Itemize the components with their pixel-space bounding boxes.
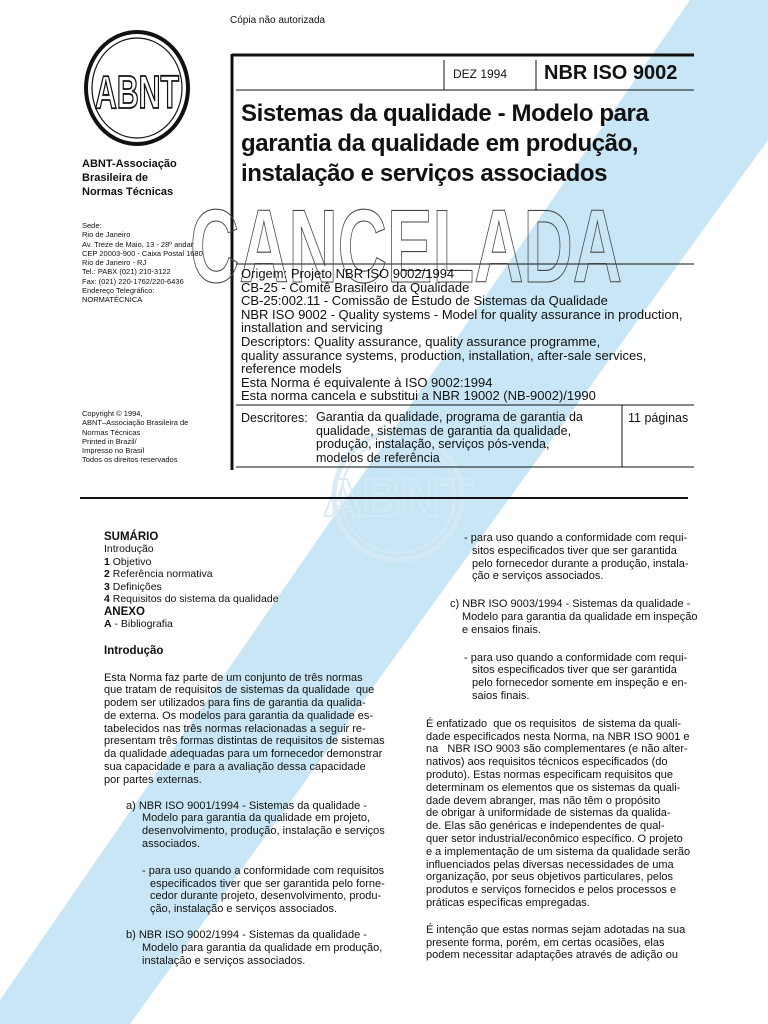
- text-line: na NBR ISO 9003 são complementares (e não alter-: [426, 743, 688, 756]
- emphasis-paragraph: [426, 718, 726, 910]
- descritores-label: Descritores:: [241, 411, 308, 425]
- text-line: podem ser utilizados para fins de garantia da qualida-: [104, 697, 366, 710]
- address-line: Rio de Janeiro: [82, 230, 131, 240]
- text-line: cedor durante projeto, desenvolvimento, produ-: [150, 890, 382, 903]
- item-c-sub: [464, 652, 726, 703]
- text-line: ção e serviços associados.: [472, 570, 604, 583]
- text-line: nativos) aos requisitos técnicos especificados (do: [426, 756, 668, 769]
- text-line: de obrigar à uniformidade de sistemas da qualida-: [426, 807, 671, 820]
- title-line: Sistemas da qualidade - Modelo para: [241, 100, 649, 127]
- org-address: [82, 221, 203, 305]
- address-line: Endereço Telegráfico:: [82, 286, 155, 296]
- text-line: por partes externas.: [104, 773, 202, 786]
- left-column: [104, 531, 400, 967]
- sumario-text: Objetivo: [109, 555, 152, 568]
- text-line: determinam os elementos que os sistemas da quali-: [426, 781, 681, 794]
- meta-line: Esta Norma é equivalente à ISO 9002:1994: [241, 374, 493, 390]
- text-line: de. Elas são genéricas e independentes de qual-: [426, 820, 665, 833]
- copyright-block: [82, 409, 188, 465]
- copyright-line: Printed in Brazil/: [82, 436, 137, 446]
- descritores-line: qualidade, sistemas de garantia da qualidade,: [316, 423, 572, 438]
- intro-paragraph: [104, 672, 400, 787]
- document-title: [241, 99, 648, 189]
- text-line: ção, instalação e serviços associados.: [150, 903, 338, 916]
- sumario-text: Referência normativa: [109, 568, 213, 580]
- svg-text:CANCELADA: CANCELADA: [190, 189, 622, 305]
- sumario-num: 3: [104, 580, 110, 593]
- text-line: quer setor industrial/econômico específico. O projeto: [426, 832, 683, 845]
- intro-heading: Introdução: [104, 644, 164, 657]
- text-line: sua capacidade e para a avaliação dessa capacidade: [104, 761, 366, 774]
- intention-paragraph: [426, 924, 726, 962]
- item-c: [450, 598, 726, 636]
- anexo-item: [104, 618, 400, 631]
- item-a-sub: [142, 865, 400, 916]
- right-column: [426, 532, 726, 962]
- copyright-line: Normas Técnicas: [82, 427, 141, 437]
- date-label: DEZ 1994: [453, 67, 508, 81]
- sumario-item: [104, 556, 400, 569]
- text-line: e a implementação de um sistema da qualidade serão: [426, 845, 691, 858]
- meta-line: reference models: [241, 361, 342, 377]
- title-line: garantia da qualidade em produção,: [241, 130, 639, 157]
- item-b: [126, 929, 400, 967]
- text-line: dade devem abranger, mas não têm o propósito: [426, 794, 661, 807]
- org-name-line: ABNT-Associação: [82, 158, 177, 170]
- sumario-heading: SUMÁRIO: [104, 531, 159, 543]
- address-line: Av. Treze de Maio, 13 - 28º andar: [82, 239, 194, 249]
- copyright-line: Todos os direitos reservados: [82, 455, 178, 465]
- sumario-item: [104, 593, 400, 606]
- item-a: [126, 800, 400, 851]
- descritores-text: [316, 411, 583, 465]
- text-line: que tratam de requisitos de sistemas da qualidade que: [104, 684, 375, 697]
- text-line: b) NBR ISO 9002/1994 - Sistemas da qualidade -: [126, 929, 367, 942]
- text-line: Modelo para garantia da qualidade em produção,: [142, 941, 383, 954]
- abnt-logo: [82, 28, 192, 148]
- text-line: práticas específicas empregadas.: [426, 896, 590, 909]
- svg-text:ABNT: ABNT: [323, 468, 473, 528]
- address-line: Rio de Janeiro - RJ: [82, 258, 147, 268]
- text-line: presentam três formas distintas de requisitos de sistemas: [104, 735, 385, 748]
- text-line: sitos especificados tiver que ser garantida: [472, 544, 677, 557]
- address-line: CEP 20003-900 - Caixa Postal 1680: [82, 248, 203, 258]
- copyright-line: ABNT–Associação Brasileira de: [82, 418, 189, 428]
- address-line: NORMATÉCNICA: [82, 295, 143, 305]
- meta-line: quality assurance systems, production, installation, after-sale services,: [241, 347, 647, 363]
- text-line: produtos e serviços fornecidos e pelos processos e: [426, 884, 677, 897]
- anexo-letter: A: [104, 617, 112, 630]
- sumario-list: [104, 543, 400, 606]
- sumario-num: 2: [104, 568, 110, 580]
- meta-line: NBR ISO 9002 - Quality systems - Model for quality assurance in production,: [241, 306, 683, 322]
- org-name-line: Brasileira de: [82, 172, 149, 184]
- text-line: organização, por seus objetivos particulares, pelos: [426, 871, 674, 884]
- text-line: podem necessitar adaptações através de adição ou: [426, 949, 678, 962]
- sumario-text: Definições: [109, 580, 162, 593]
- meta-line: CB-25 - Comitê Brasileiro da Qualidade: [241, 279, 470, 295]
- text-line: de externa. Os modelos para garantia da qualidade es-: [104, 709, 374, 722]
- descritores-line: modelos de referência: [316, 450, 440, 465]
- sumario-text: Requisitos do sistema da qualidade: [109, 593, 279, 605]
- title-line: instalação e serviços associados: [241, 160, 608, 187]
- text-line: pelo fornecedor somente em inspeção e en-: [472, 677, 688, 690]
- address-line: Sede:: [82, 221, 102, 230]
- text-line: e ensaios finais.: [462, 623, 541, 636]
- descritores-line: Garantia da qualidade, programa de garantia da: [316, 410, 583, 424]
- text-line: da qualidade adequadas para um fornecedor demonstrar: [104, 748, 383, 761]
- text-line: instalação e serviços associados.: [142, 954, 306, 967]
- sumario-num: 4: [104, 593, 110, 605]
- text-line: a) NBR ISO 9001/1994 - Sistemas da qualidade -: [126, 799, 367, 812]
- text-line: Modelo para garantia da qualidade em projeto,: [142, 812, 371, 825]
- sumario-item: [104, 581, 400, 594]
- meta-line: Origem: Projeto NBR ISO 9002/1994: [241, 266, 455, 281]
- text-line: produto). Estas normas especificam requisitos que: [426, 768, 674, 781]
- copy-notice: Cópia não autorizada: [230, 15, 326, 26]
- text-line: pelo fornecedor durante a produção, instala-: [472, 557, 689, 570]
- text-line: - para uso quando a conformidade com requi-: [464, 532, 688, 544]
- anexo-heading: ANEXO: [104, 605, 145, 618]
- text-line: desenvolvimento, produção, instalação e serviços: [142, 825, 385, 838]
- meta-line: Descriptors: Quality assurance, quality assurance programme,: [241, 333, 601, 349]
- org-name-line: Normas Técnicas: [82, 186, 174, 198]
- text-line: c) NBR ISO 9003/1994 - Sistemas da qualidade -: [450, 598, 691, 611]
- sumario-item: [104, 568, 400, 581]
- sumario-text: Introdução: [104, 543, 154, 555]
- org-name: [82, 157, 177, 199]
- text-line: É enfatizado que os requisitos de sistema da quali-: [426, 717, 681, 730]
- standard-number: NBR ISO 9002: [544, 62, 678, 84]
- text-line: presente forma, porém, em certas ocasiões, elas: [426, 936, 665, 949]
- meta-line: Esta norma cancela e substitui a NBR 19002 (NB-9002)/1990: [241, 388, 596, 404]
- text-line: dade especificados nesta Norma, na NBR ISO 9001 e: [426, 730, 690, 743]
- text-line: Esta Norma faz parte de um conjunto de três normas: [104, 671, 363, 684]
- address-line: Fax: (021) 220-1762/220-6436: [82, 276, 184, 286]
- address-line: Tel.: PABX (021) 210-3122: [82, 267, 171, 277]
- item-b-sub: [464, 532, 726, 583]
- svg-text:ABNT: ABNT: [95, 66, 179, 118]
- text-line: Modelo para garantia da qualidade em inspeção: [462, 610, 698, 623]
- text-line: sitos especificados tiver que ser garantida: [472, 664, 677, 677]
- descritores-line: produção, instalação, serviços pós-venda,: [316, 437, 550, 451]
- meta-line: installation and servicing: [241, 320, 383, 336]
- metadata-block: [241, 267, 682, 403]
- sumario-item: [104, 543, 400, 556]
- text-line: - para uso quando a conformidade com requi-: [464, 651, 688, 664]
- meta-line: CB-25:002.11 - Comissão de Estudo de Sistemas da Qualidade: [241, 293, 608, 309]
- page-count: 11 páginas: [628, 411, 689, 425]
- text-line: - para uso quando a conformidade com requisitos: [142, 864, 385, 877]
- text-line: associados.: [142, 838, 201, 851]
- copyright-line: Copyright © 1994,: [82, 409, 143, 418]
- text-line: É intenção que estas normas sejam adotadas na sua: [426, 923, 686, 936]
- text-line: influenciados pelas diversas necessidades de uma: [426, 858, 674, 871]
- anexo-text: - Bibliografia: [111, 617, 173, 630]
- text-line: saios finais.: [472, 689, 530, 702]
- sumario-num: 1: [104, 555, 110, 568]
- text-line: especificados tiver que ser garantida pelo forne-: [150, 877, 385, 890]
- copyright-line: Impresso no Brasil: [82, 446, 145, 456]
- text-line: tabelecidos nas três normas relacionadas a seguir re-: [104, 722, 366, 735]
